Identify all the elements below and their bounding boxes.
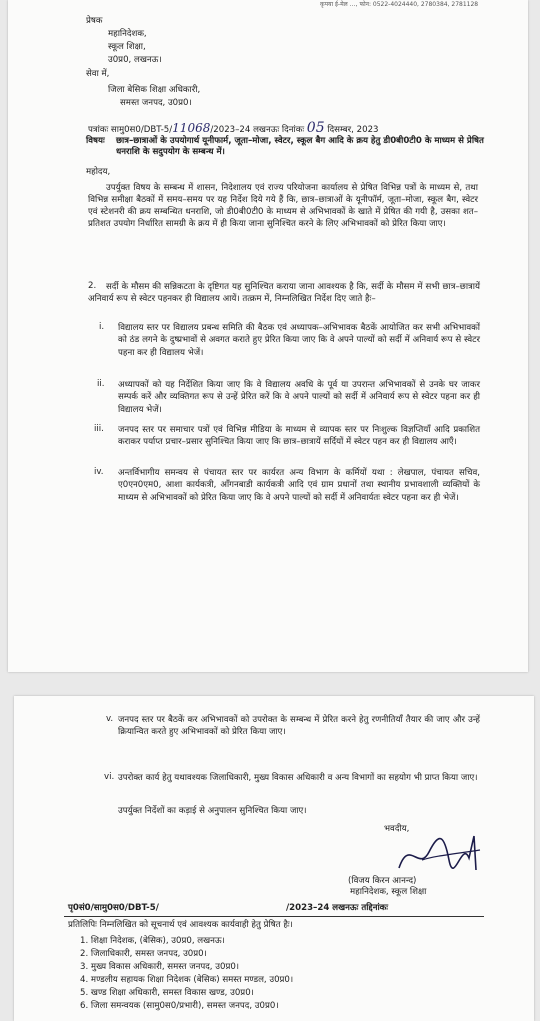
recipient-line-2: समस्त जनपद, उ0प्र0। xyxy=(120,98,192,108)
item-vi-text: उपरोक्त कार्य हेतु यथावश्यक जिलाधिकारी, मुख्य विकास अधिकारी व अन्य विभागों का सहयोग भी प्राप्त किया जाए। xyxy=(118,773,478,783)
copy-item-6: 6. जिला समन्वयक (सामु0स0/प्रभारी), समस्त जनपद, उ0प्र0। xyxy=(80,1001,279,1011)
paragraph-2-number: 2. xyxy=(88,281,97,291)
copy-item-2: 2. जिलाधिकारी, समस्त जनपद, उ0प्र0। xyxy=(80,949,207,959)
copy-intro: प्रतिलिपिः निम्नलिखित को सूचनार्थ एवं आवश्यक कार्यवाही हेतु प्रेषित हैः। xyxy=(68,920,293,930)
subject-label: विषयः xyxy=(86,136,105,146)
ref-prefix: पत्रांकः सामु0स0/DBT-5/ xyxy=(88,125,173,135)
sender-label: प्रेषक xyxy=(86,16,103,26)
ref-mid: /2023–24 लखनऊः दिनांकः xyxy=(210,125,305,135)
copy-item-3: 3. मुख्य विकास अधिकारी, समस्त जनपद, उ0प्र0। xyxy=(80,962,240,972)
signer-title: महानिदेशक, स्कूल शिक्षा xyxy=(350,887,427,897)
paragraph-1: उपर्युक्त विषय के सम्बन्ध में शासन, निदेशालय एवं राज्य परियोजना कार्यालय से प्रेषित विभिन्न पत्रों के माध्यम से, तथा विभिन्न समीक्षा बैठकों में समय–समय पर यह निर्देश दिये गये हैं कि, छात्र–छात्राओं के यूनीफॉर्म, जूता–मोजा, स्कूल बैग, स्वेटर एवं स्टेशनरी की क्रय सम्बन्धित धनराशि, जो डी0बी0टी0 के माध्यम से अभिभावकों के खाते में प्रेषित की गयी है, उसका शत–प्रतिशत उपयोग निर्धारित सामग्री के क्रय में ही किया जाना सुनिश्चित करने के लिए अभिभावकों को प्रेरित किया जाए। xyxy=(88,183,478,229)
letter-page-1 xyxy=(8,0,528,672)
sender-line-2: स्कूल शिक्षा, xyxy=(108,42,146,52)
item-iii-text: जनपद स्तर पर समाचार पत्रों एवं विभिन्न मीडिया के माध्यम से व्यापक स्तर पर निःशुल्क विज्ञप्तियाँ आदि प्रकाशित कराकर पर्याप्त प्रचार–प्रसार सुनिश्चित किया जाए कि छात्र–छात्रायें सर्दियों में स्वेटर पहन कर ही विद्यालय आएँ। xyxy=(118,425,480,448)
contact-line: कृपया ई-मेल …, फोन: 0522-4024440, 2780384, 2781128 xyxy=(320,1,479,8)
item-iii-number: iii. xyxy=(94,424,104,434)
item-v-text: जनपद स्तर पर बैठकें कर अभिभावकों को उपरोक्त के सम्बन्ध में प्रेरित करने हेतु रणनीतियाँ तैयार की जाए और उन्हें क्रियान्वित करते हुए अभिभावकों को प्रेरित किया जाए। xyxy=(118,715,480,738)
sender-line-3: उ0प्र0, लखनऊ। xyxy=(108,55,162,65)
salutation: महोदय, xyxy=(86,167,111,177)
signature-image xyxy=(394,830,484,878)
copy-item-1: 1. शिक्षा निदेशक, (बेसिक), उ0प्र0, लखनऊ। xyxy=(80,936,225,946)
paragraph-2: सर्दी के मौसम की सन्निकटता के दृष्टिगत यह सुनिश्चित कराया जाना आवश्यक है कि, सर्दी के मौसम में सभी छात्र–छात्रायें अनिवार्य रूप से स्वेटर पहनकर ही विद्यालय आयें। तत्क्रम में, निम्नलिखित निर्देश दिए जाते हैः– xyxy=(88,282,481,304)
yours-faithfully: भवदीय, xyxy=(384,824,410,834)
divider-line xyxy=(64,916,484,917)
ref-date: दिसम्बर, 2023 xyxy=(327,125,379,135)
letter-page-2 xyxy=(14,696,534,1021)
item-v-number: v. xyxy=(106,714,114,724)
ref-line xyxy=(88,120,379,136)
recipient-line-1: जिला बेसिक शिक्षा अधिकारी, xyxy=(108,85,201,95)
ref2-left: पृ0सं0/सामु0स0/DBT-5/ xyxy=(68,903,159,913)
closing-line: उपर्युक्त निर्देशों का कड़ाई से अनुपालन सुनिश्चित किया जाए। xyxy=(118,806,307,816)
item-iv-number: iv. xyxy=(94,467,104,477)
ref-day-handwritten: 05 xyxy=(306,120,325,136)
item-vi-number: vi. xyxy=(104,772,115,782)
ref2-right: /2023–24 लखनऊः तद्दिनांकः xyxy=(286,903,389,913)
item-ii-number: ii. xyxy=(97,379,105,389)
to-label: सेवा में, xyxy=(86,69,110,79)
copy-item-5: 5. खण्ड शिक्षा अधिकारी, समस्त विकास खण्ड, उ0प्र0। xyxy=(80,988,254,998)
ref-number-handwritten: 11068 xyxy=(172,121,211,135)
sender-line-1: महानिदेशक, xyxy=(108,29,147,39)
copy-item-4: 4. मण्डलीय सहायक शिक्षा निदेशक (बेसिक) समस्त मण्डल, उ0प्र0। xyxy=(80,975,294,985)
item-i-text: विद्यालय स्तर पर विद्यालय प्रबन्ध समिति की बैठक एवं अध्यापक–अभिभावक बैठकें आयोजित कर सभी अभिभावकों को ठंड लगने के दुष्प्रभावों से अवगत कराते हुए प्रेरित किया जाए कि वे अपने पाल्यों को सर्दी में अनिवार्य रूप से स्वेटर पहना कर ही विद्यालय भेजें। xyxy=(118,323,480,358)
item-ii-text: अध्यापकों को यह निर्देशित किया जाए कि वे विद्यालय अवधि के पूर्व या उपरान्त अभिभावकों से उनके घर जाकर सम्पर्क करें और व्यक्तिगत रूप से उन्हें प्रेरित करें कि वे अपने पाल्यों को सर्दी में अनिवार्य रूप से स्वेटर पहना कर ही विद्यालय भेजें। xyxy=(118,380,480,415)
signer-name: (विजय किरन आनन्द) xyxy=(348,876,417,886)
subject-text: छात्र–छात्राओं के उपयोगार्थ यूनीफार्म, जूता–मोजा, स्वेटर, स्कूल बैग आदि के क्रय हेतु डी0बी0टी0 के माध्यम से प्रेषित धनराशि के सदुपयोग के सम्बन्ध में। xyxy=(116,136,484,157)
item-iv-text: अन्तर्विभागीय समन्वय से पंचायत स्तर पर कार्यरत अन्य विभाग के कर्मियों यथा : लेखपाल, पंचायत सचिव, ए0एन0एम0, आशा कार्यकत्री, आँगनबाडी कार्यकत्री आदि एवं ग्राम प्रधानों तथा स्थानीय प्रभावशाली व्यक्तियों के माध्यम से अभिभावकों को प्रेरित किया जाए कि वे अपने पाल्यों को सर्दी में अनिवार्यतः स्वेटर पहना कर ही भेजें। xyxy=(118,468,480,503)
item-i-number: i. xyxy=(99,322,105,332)
